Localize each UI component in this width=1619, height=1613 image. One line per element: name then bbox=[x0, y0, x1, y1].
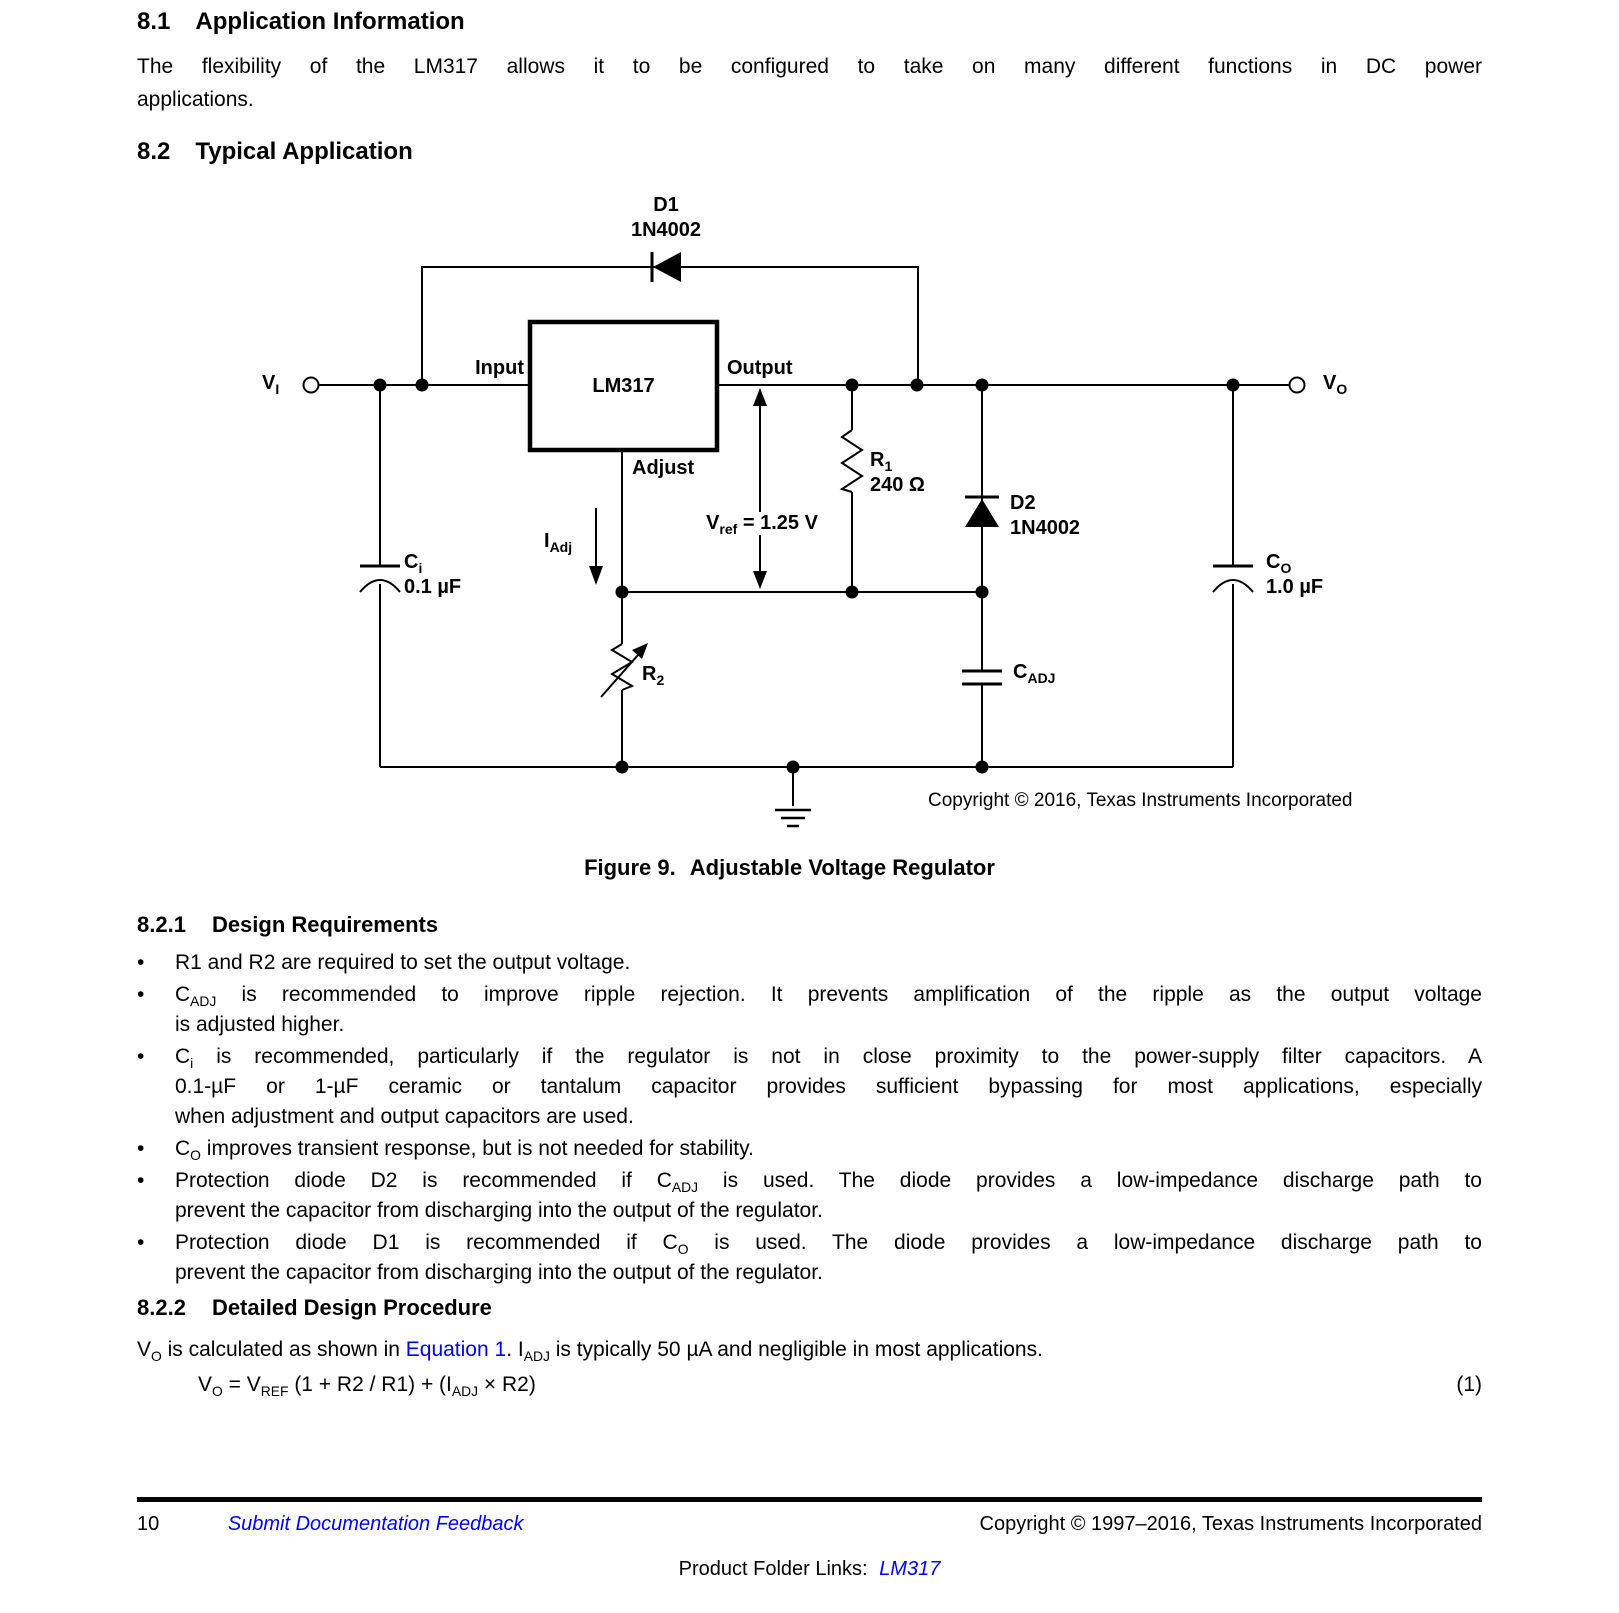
text-run: prevent the capacitor from discharging into the output of the regulator. bbox=[175, 1199, 823, 1222]
list-item bbox=[137, 1166, 1482, 1226]
bullet-text bbox=[175, 1134, 1482, 1164]
section-title: Typical Application bbox=[195, 138, 413, 165]
circuit-schematic-svg bbox=[0, 185, 1619, 835]
vref-label bbox=[692, 512, 832, 535]
bullet-text bbox=[175, 948, 1482, 978]
section-title: Design Requirements bbox=[211, 912, 439, 937]
iadj-arrow-head bbox=[589, 566, 603, 585]
text-line bbox=[175, 1258, 1482, 1288]
r1-value: 240 Ω bbox=[870, 474, 925, 496]
d1-part-number: 1N4002 bbox=[630, 219, 702, 241]
text-line bbox=[175, 1196, 1482, 1226]
text-run: is used. The diode provides a low-impedance discharge path to bbox=[688, 1231, 1482, 1254]
ci-value: 0.1 µF bbox=[404, 576, 462, 598]
text-run: V bbox=[137, 1338, 152, 1361]
text-run: Protection diode D1 is recommended if C bbox=[175, 1231, 678, 1254]
text-run: is typically 50 µA and negligible in most applications. bbox=[549, 1338, 1043, 1361]
footer-rule bbox=[137, 1497, 1482, 1502]
ground-icon bbox=[775, 810, 811, 826]
text-run: is adjusted higher. bbox=[175, 1013, 345, 1036]
text-run: I bbox=[544, 530, 550, 552]
co-name bbox=[1266, 550, 1323, 575]
text-line bbox=[175, 1134, 1482, 1164]
design-requirements-list bbox=[137, 948, 1482, 1290]
text-run: × R2) bbox=[478, 1373, 536, 1396]
section-number: 8.2.1 bbox=[137, 912, 186, 937]
subscript: O bbox=[151, 1348, 162, 1365]
text-run: (1 + R2 / R1) + (I bbox=[288, 1373, 452, 1396]
text-line bbox=[175, 948, 1482, 978]
text-run: C bbox=[1266, 551, 1281, 573]
bullet-icon: • bbox=[137, 951, 145, 974]
bullet-text bbox=[175, 1228, 1482, 1288]
text-run: R bbox=[870, 449, 885, 471]
subscript: I bbox=[275, 381, 280, 397]
bullet-text bbox=[175, 1166, 1482, 1226]
subscript: O bbox=[190, 1147, 201, 1164]
r2-label bbox=[642, 663, 664, 686]
submit-feedback-link[interactable]: Submit Documentation Feedback bbox=[227, 1513, 524, 1535]
d2-part-number: 1N4002 bbox=[1010, 517, 1081, 539]
lm317-product-link[interactable]: LM317 bbox=[879, 1558, 941, 1580]
text-run: improves transient response, but is not needed for stability. bbox=[200, 1137, 754, 1160]
subscript: ADJ bbox=[523, 1348, 550, 1365]
iadj-label bbox=[544, 530, 572, 553]
design-procedure-intro bbox=[137, 1335, 1482, 1365]
cadj-label bbox=[1013, 661, 1055, 684]
list-item bbox=[137, 948, 1482, 978]
text-run: C bbox=[1013, 661, 1028, 683]
list-item bbox=[137, 1042, 1482, 1132]
subscript: i bbox=[190, 1055, 194, 1072]
subscript: O bbox=[1280, 560, 1292, 576]
subscript: O bbox=[1336, 381, 1348, 397]
figure-caption-label: Figure 9. bbox=[584, 855, 676, 880]
circuit-wires bbox=[319, 267, 1290, 806]
ci-label bbox=[404, 550, 461, 600]
page-number: 10 bbox=[137, 1513, 160, 1535]
text-line bbox=[175, 1072, 1482, 1102]
vi-terminal bbox=[304, 378, 319, 393]
footer-copyright: Copyright © 1997–2016, Texas Instruments Incorporated bbox=[979, 1513, 1482, 1535]
text-run: prevent the capacitor from discharging into the output of the regulator. bbox=[175, 1261, 823, 1284]
diodes-and-arrows bbox=[589, 252, 999, 659]
bullet-icon: • bbox=[137, 1045, 145, 1068]
vi-label bbox=[262, 372, 279, 395]
text-run: R1 and R2 are required to set the output voltage. bbox=[175, 951, 631, 974]
text-run: V bbox=[1323, 372, 1337, 394]
bullet-text bbox=[175, 1042, 1482, 1132]
text-run: R bbox=[642, 663, 657, 685]
text-run: The flexibility of the LM317 allows it to be configured to take on many different functions in DC power bbox=[137, 55, 1482, 78]
vref-arrow-down bbox=[753, 571, 767, 589]
text-run: applications. bbox=[137, 88, 254, 111]
r2-adjust-arrow-head bbox=[632, 643, 648, 659]
text-run: V bbox=[262, 372, 276, 394]
text-run: C bbox=[404, 551, 419, 573]
d1-label bbox=[596, 193, 736, 243]
d1-name: D1 bbox=[653, 194, 679, 216]
section-number: 8.2.2 bbox=[137, 1295, 186, 1320]
text-run: C bbox=[175, 1137, 191, 1160]
section-8-1-heading bbox=[137, 8, 465, 36]
text-run: is recommended to improve ripple rejection. It prevents amplification of the ripple as the output voltage bbox=[216, 983, 1482, 1006]
d2-diode-symbol bbox=[965, 499, 999, 527]
subscript: 1 bbox=[884, 458, 893, 474]
text-line bbox=[137, 83, 1482, 116]
list-item bbox=[137, 1134, 1482, 1164]
subscript: ADJ bbox=[1027, 670, 1056, 686]
subscript: O bbox=[677, 1241, 689, 1258]
section-8-2-1-heading bbox=[137, 912, 438, 938]
section-8-2-heading bbox=[137, 138, 413, 166]
product-folder-links bbox=[137, 1558, 1482, 1581]
text-line bbox=[175, 1042, 1482, 1072]
text-run: . I bbox=[506, 1338, 524, 1361]
text-run: C bbox=[175, 983, 191, 1006]
text-line bbox=[175, 1010, 1482, 1040]
subscript: REF bbox=[260, 1383, 289, 1400]
adjust-pin-label: Adjust bbox=[632, 457, 695, 479]
text-run: is calculated as shown in bbox=[161, 1338, 406, 1361]
text-line bbox=[175, 1166, 1482, 1196]
d2-name: D2 bbox=[1010, 492, 1036, 514]
section-title: Application Information bbox=[195, 8, 465, 35]
capacitor-plates bbox=[360, 252, 1253, 684]
junction-dots bbox=[374, 379, 1240, 774]
section-title: Detailed Design Procedure bbox=[211, 1295, 492, 1320]
text-run: is recommended, particularly if the regulator is not in close proximity to the power-supply filter capacitors. A bbox=[193, 1045, 1482, 1068]
d2-label bbox=[1010, 491, 1080, 541]
figure-caption bbox=[117, 855, 1462, 881]
text-line bbox=[137, 50, 1482, 83]
subscript: 2 bbox=[656, 672, 665, 688]
list-item bbox=[137, 1228, 1482, 1288]
r2-resistor-symbol bbox=[612, 644, 632, 690]
r1-name bbox=[870, 448, 925, 473]
subscript: ref bbox=[719, 521, 738, 537]
subscript: Adj bbox=[549, 539, 573, 555]
bullet-icon: • bbox=[137, 1231, 145, 1254]
r1-label bbox=[870, 448, 925, 498]
vo-terminal bbox=[1290, 378, 1305, 393]
equation-1 bbox=[198, 1373, 536, 1400]
bullet-icon: • bbox=[137, 983, 145, 1006]
co-label bbox=[1266, 550, 1323, 600]
subscript: ADJ bbox=[671, 1179, 699, 1196]
text-line bbox=[175, 980, 1482, 1010]
product-links-label: Product Folder Links: bbox=[678, 1558, 868, 1580]
bullet-icon: • bbox=[137, 1137, 145, 1160]
subscript: i bbox=[418, 560, 423, 576]
r1-resistor-symbol bbox=[842, 430, 862, 492]
text-run: = 1.25 V bbox=[737, 512, 818, 534]
section-number: 8.2 bbox=[137, 138, 171, 165]
output-pin-label: Output bbox=[727, 357, 793, 379]
section-8-1-paragraph bbox=[137, 50, 1482, 116]
bullet-text bbox=[175, 980, 1482, 1040]
text-run: when adjustment and output capacitors are used. bbox=[175, 1105, 634, 1128]
section-8-2-2-heading bbox=[137, 1295, 492, 1321]
lm317-chip-label: LM317 bbox=[592, 375, 655, 397]
list-item bbox=[137, 980, 1482, 1040]
text-run: = V bbox=[222, 1373, 261, 1396]
equation-1-link[interactable]: Equation 1 bbox=[405, 1338, 507, 1361]
equation-row bbox=[137, 1373, 1482, 1400]
bullet-icon: • bbox=[137, 1169, 145, 1192]
section-number: 8.1 bbox=[137, 8, 171, 35]
footer-row bbox=[137, 1513, 1482, 1536]
subscript: O bbox=[212, 1383, 223, 1400]
circuit-figure bbox=[0, 185, 1619, 835]
curved-capacitor-plates bbox=[360, 580, 1253, 592]
text-run: C bbox=[175, 1045, 191, 1068]
text-line bbox=[175, 1228, 1482, 1258]
figure-caption-title: Adjustable Voltage Regulator bbox=[689, 855, 995, 880]
d1-diode-symbol bbox=[653, 252, 681, 282]
subscript: ADJ bbox=[451, 1383, 479, 1400]
subscript: ADJ bbox=[190, 993, 217, 1010]
input-pin-label: Input bbox=[475, 357, 524, 379]
text-run: V bbox=[198, 1373, 213, 1396]
vref-arrow-up bbox=[753, 388, 767, 406]
text-line bbox=[175, 1102, 1482, 1132]
vo-label bbox=[1323, 372, 1347, 395]
text-run: V bbox=[706, 512, 720, 534]
co-value: 1.0 µF bbox=[1266, 576, 1324, 598]
ci-name bbox=[404, 550, 461, 575]
figure-copyright: Copyright © 2016, Texas Instruments Incorporated bbox=[928, 790, 1353, 811]
text-run: Protection diode D2 is recommended if C bbox=[175, 1169, 672, 1192]
text-run: 0.1-µF or 1-µF ceramic or tantalum capacitor provides sufficient bypassing for most applications, especially bbox=[175, 1075, 1482, 1098]
text-run: is used. The diode provides a low-impedance discharge path to bbox=[698, 1169, 1482, 1192]
equation-number: (1) bbox=[1456, 1373, 1482, 1396]
